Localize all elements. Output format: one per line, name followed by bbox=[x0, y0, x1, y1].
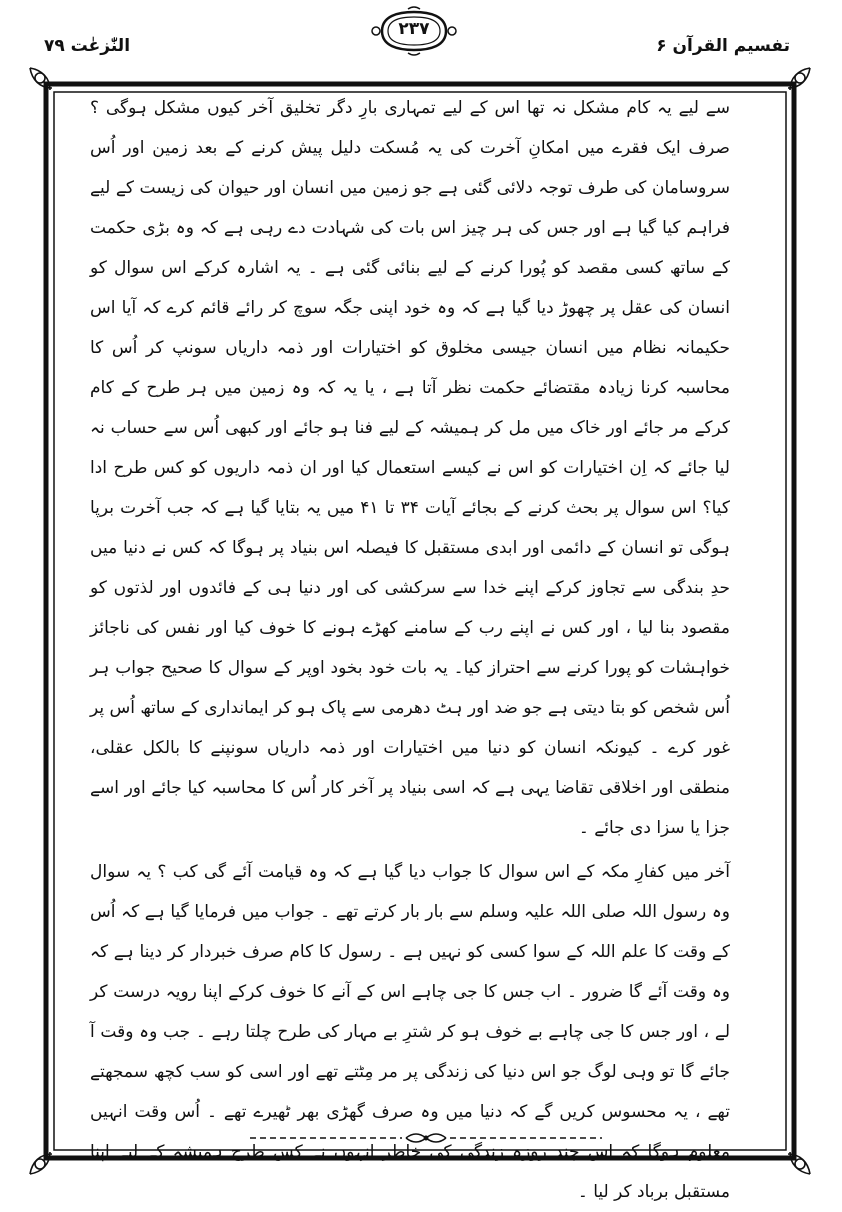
commentary-text bbox=[90, 88, 730, 1202]
paragraph: سے لیے یہ کام مشکل نہ تھا اس کے لیے تمہاری بارِ دگر تخلیق آخر کیوں مشکل ہوگی ؟ صرف ایک فقرے میں امکانِ آخرت کی یہ مُسکت دلیل پیش کرنے کے بعد زمین اور اُس سروسامان کی طرف توجہ دلائی گئی ہے جو زمین میں انسان اور حیوان کی زیست کے لیے فراہم کیا گیا ہے اور جس کی ہر چیز اس بات کی شہادت دے رہی ہے کہ وہ بڑی حکمت کے ساتھ کسی مقصد کو پُورا کرنے کے لیے بنائی گئی ہے ۔ یہ اشارہ کرکے اس سوال کو انسان کی عقل پر چھوڑ دیا گیا ہے کہ وہ خود اپنی جگہ سوچ کر رائے قائم کرے کہ آیا اس حکیمانہ نظام میں انسان جیسی مخلوق کو اختیارات اور ذمہ داریاں سونپ کر اُس کا محاسبہ کرنا زیادہ مقتضائے حکمت نظر آتا ہے ، یا یہ کہ وہ زمین میں ہر طرح کے کام کرکے مر جائے اور خاک میں مل کر ہمیشہ کے لیے فنا ہو جائے اور کبھی اُس سے حساب نہ لیا جائے کہ اِن اختیارات کو اس نے کیسے استعمال کیا اور ان ذمہ داریوں کو کس طرح ادا کیا؟ اس سوال پر بحث کرنے کے بجائے آیات ۳۴ تا ۴۱ میں یہ بتایا گیا ہے کہ جب آخرت برپا ہوگی تو انسان کے دائمی اور ابدی مستقبل کا فیصلہ اس بنیاد پر ہوگا کہ کس نے دنیا میں حدِ بندگی سے تجاوز کرکے اپنے خدا سے سرکشی کی اور دنیا ہی کے فائدوں اور لذتوں کو مقصود بنا لیا ، اور کس نے اپنے رب کے سامنے کھڑے ہونے کا خوف کیا اور نفس کی ناجائز خواہشات کو پورا کرنے سے احتراز کیا۔ یہ بات خود بخود اوپر کے سوال کا صحیح جواب ہر اُس شخص کو بتا دیتی ہے جو ضد اور ہٹ دھرمی سے پاک ہو کر ایمانداری کے ساتھ اُس پر غور کرے ۔ کیونکہ انسان کو دنیا میں اختیارات اور ذمہ داریاں سونپنے کا بالکل عقلی، منطقی اور اخلاقی تقاضا یہی ہے کہ اسی بنیاد پر آخر کار اُس کا محاسبہ کیا جائے اور اسے جزا یا سزا دی جائے ۔ bbox=[90, 98, 730, 838]
page-header bbox=[0, 0, 842, 62]
end-ornament-icon bbox=[246, 1128, 606, 1148]
end-ornament bbox=[246, 1128, 606, 1148]
paragraph: آخر میں کفارِ مکہ کے اس سوال کا جواب دیا گیا ہے کہ وہ قیامت آئے گی کب ؟ یہ سوال وہ رسول اللہ صلی اللہ علیہ وسلم سے بار بار کرتے تھے ۔ جواب میں فرمایا گیا ہے کہ اُس کے وقت کا علم اللہ کے سوا کسی کو نہیں ہے ۔ رسول کا کام صرف خبردار کر دینا ہے کہ وہ وقت آئے گا ضرور ۔ اب جس کا جی چاہے اس کے آنے کا خوف کرکے اپنا رویہ درست کر لے ، اور جس کا جی چاہے بے خوف ہو کر شترِ بے مہار کی طرح چلتا رہے ۔ جب وہ وقت آ جائے گا تو وہی لوگ جو اس دنیا کی زندگی پر مر مِٹتے تھے اور اسی کو سب کچھ سمجھتے تھے ، یہ محسوس کریں گے کہ دنیا میں وہ صرف گھڑی بھر ٹھیرے تھے ۔ اُس وقت انہیں معلوم ہوگا کہ اس چند روزہ زندگی کی خاطر انہوں نے کس طرح ہمیشہ کے لیے اپنا مستقبل برباد کر لیا ۔ bbox=[90, 862, 730, 1202]
page-number-badge bbox=[368, 6, 460, 56]
page-number: ۲۳۷ bbox=[398, 19, 430, 39]
surah-title: النّٰزعٰت ۷۹ bbox=[44, 36, 131, 56]
book-title: تفسیم القرآن ۶ bbox=[656, 36, 790, 56]
